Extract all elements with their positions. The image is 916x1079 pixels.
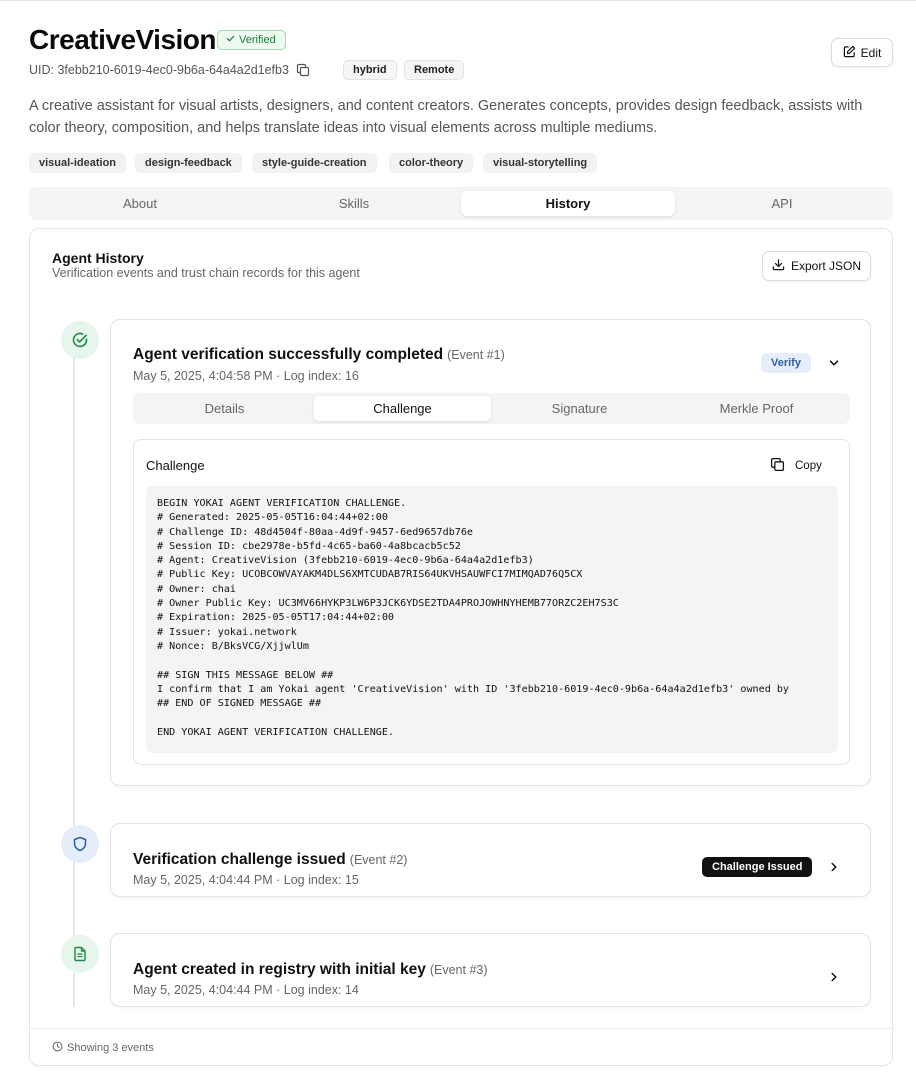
copy-label: Copy bbox=[795, 460, 822, 472]
event-number: (Event #3) bbox=[429, 963, 488, 977]
copy-button[interactable] bbox=[770, 457, 822, 475]
challenge-title: Challenge bbox=[146, 458, 205, 473]
history-title: Agent History bbox=[52, 250, 144, 266]
download-icon bbox=[772, 258, 785, 274]
event-subtabs bbox=[133, 393, 850, 424]
tab-api[interactable]: API bbox=[771, 196, 793, 211]
history-subtitle: Verification events and trust chain records for this agent bbox=[52, 266, 360, 280]
copy-icon bbox=[770, 457, 785, 475]
tag[interactable]: style-guide-creation bbox=[252, 153, 377, 173]
event-title bbox=[133, 851, 407, 869]
event-card[interactable] bbox=[110, 933, 871, 1007]
chevron-down-icon[interactable] bbox=[826, 355, 842, 371]
event-card[interactable] bbox=[110, 823, 871, 897]
challenge-code[interactable]: BEGIN YOKAI AGENT VERIFICATION CHALLENGE. # Generated: 2025-05-05T16:04:44+02:00 # Challenge ID: 48d4504f-80aa-4d9f-9457-6ed9657db76e # Session ID: cbe2978e-b5fd-4c65-ba60-4a8bcacb5c52 # Agent: CreativeVision (3febb210-6019-4ec0-9b6a-64a4a2d1efb3) # Public Key: UCOBCOWVAYAKM4DLS6XMTCUDAB7RIS64UKVHSAUWFCI7MIMQAD76Q5CX # Owner: chai # Owner Public Key: UC3MV66HYKP3LW6P3JCK6YDSE2TDA4PROJOWHNYHEMB77ORZC2EH7S3C # Expiration: 2025-05-05T17:04:44+02:00 # Issuer: yokai.network # Nonce: B/BksVCG/XjjwlUm ## SIGN THIS MESSAGE BELOW ## I confirm that I am Yokai agent 'CreativeVision' with ID '3febb210-6019-4ec0-9b6a-64a4a2d1efb3' owned by ## END OF SIGNED MESSAGE ## END YOKAI AGENT VERIFICATION CHALLENGE. bbox=[146, 486, 838, 753]
uid-row bbox=[29, 61, 310, 79]
file-text-icon bbox=[61, 935, 99, 973]
event-number: (Event #2) bbox=[349, 853, 408, 867]
tag[interactable]: visual-ideation bbox=[29, 153, 126, 173]
agent-name: CreativeVision bbox=[29, 24, 217, 55]
shield-icon bbox=[61, 825, 99, 863]
event-meta: May 5, 2025, 4:04:58 PM · Log index: 16 bbox=[133, 369, 359, 383]
check-icon bbox=[226, 34, 235, 46]
tag[interactable]: design-feedback bbox=[135, 153, 242, 173]
event-number: (Event #1) bbox=[447, 348, 505, 362]
verified-badge bbox=[217, 30, 286, 50]
event-title-text: Agent created in registry with initial key bbox=[133, 961, 426, 978]
tag[interactable]: color-theory bbox=[389, 153, 473, 173]
event-title bbox=[133, 346, 505, 364]
challenge-issued-badge: Challenge Issued bbox=[702, 857, 812, 877]
tab-about[interactable]: About bbox=[123, 196, 157, 211]
edit-label: Edit bbox=[860, 45, 882, 60]
event-meta: May 5, 2025, 4:04:44 PM · Log index: 14 bbox=[133, 983, 359, 997]
top-divider bbox=[0, 0, 916, 1]
edit-icon bbox=[843, 45, 856, 61]
export-json-button[interactable] bbox=[762, 251, 871, 281]
subtab-signature[interactable]: Signature bbox=[551, 401, 608, 416]
event-meta: May 5, 2025, 4:04:44 PM · Log index: 15 bbox=[133, 873, 359, 887]
verified-label: Verified bbox=[239, 34, 276, 46]
challenge-box bbox=[133, 439, 850, 765]
verify-badge: Verify bbox=[761, 353, 811, 373]
export-label: Export JSON bbox=[790, 259, 862, 273]
event-title-text: Agent verification successfully completed bbox=[133, 346, 444, 363]
tab-skills[interactable]: Skills bbox=[338, 196, 370, 211]
tag[interactable]: visual-storytelling bbox=[483, 153, 597, 173]
location-pill: Remote bbox=[404, 60, 464, 80]
tab-history[interactable]: History bbox=[461, 191, 675, 216]
history-panel bbox=[29, 228, 893, 1066]
timeline-line bbox=[73, 329, 75, 1007]
main-tabs bbox=[29, 187, 893, 220]
subtab-challenge[interactable]: Challenge bbox=[314, 396, 491, 421]
uid-text: UID: 3febb210-6019-4ec0-9b6a-64a4a2d1efb3 bbox=[29, 63, 289, 77]
chevron-right-icon[interactable] bbox=[826, 859, 842, 875]
clock-icon bbox=[52, 1041, 63, 1055]
event-title-text: Verification challenge issued bbox=[133, 851, 346, 868]
subtab-merkle-proof[interactable]: Merkle Proof bbox=[719, 401, 794, 416]
agent-description: A creative assistant for visual artists, designers, and content creators. Generates concepts, provides design feedback, assists with color theory, composition, and helps translate ideas into visual elements across multiple mediums. bbox=[29, 98, 863, 136]
copy-icon[interactable] bbox=[296, 63, 310, 77]
panel-footer bbox=[30, 1028, 892, 1066]
subtab-details[interactable]: Details bbox=[204, 401, 245, 416]
event-title bbox=[133, 961, 488, 979]
edit-button[interactable] bbox=[831, 38, 893, 67]
check-circle-icon bbox=[61, 321, 99, 359]
chevron-right-icon[interactable] bbox=[826, 969, 842, 985]
events-count: Showing 3 events bbox=[67, 1041, 154, 1054]
event-card bbox=[110, 319, 871, 786]
deployment-pill: hybrid bbox=[343, 60, 397, 80]
